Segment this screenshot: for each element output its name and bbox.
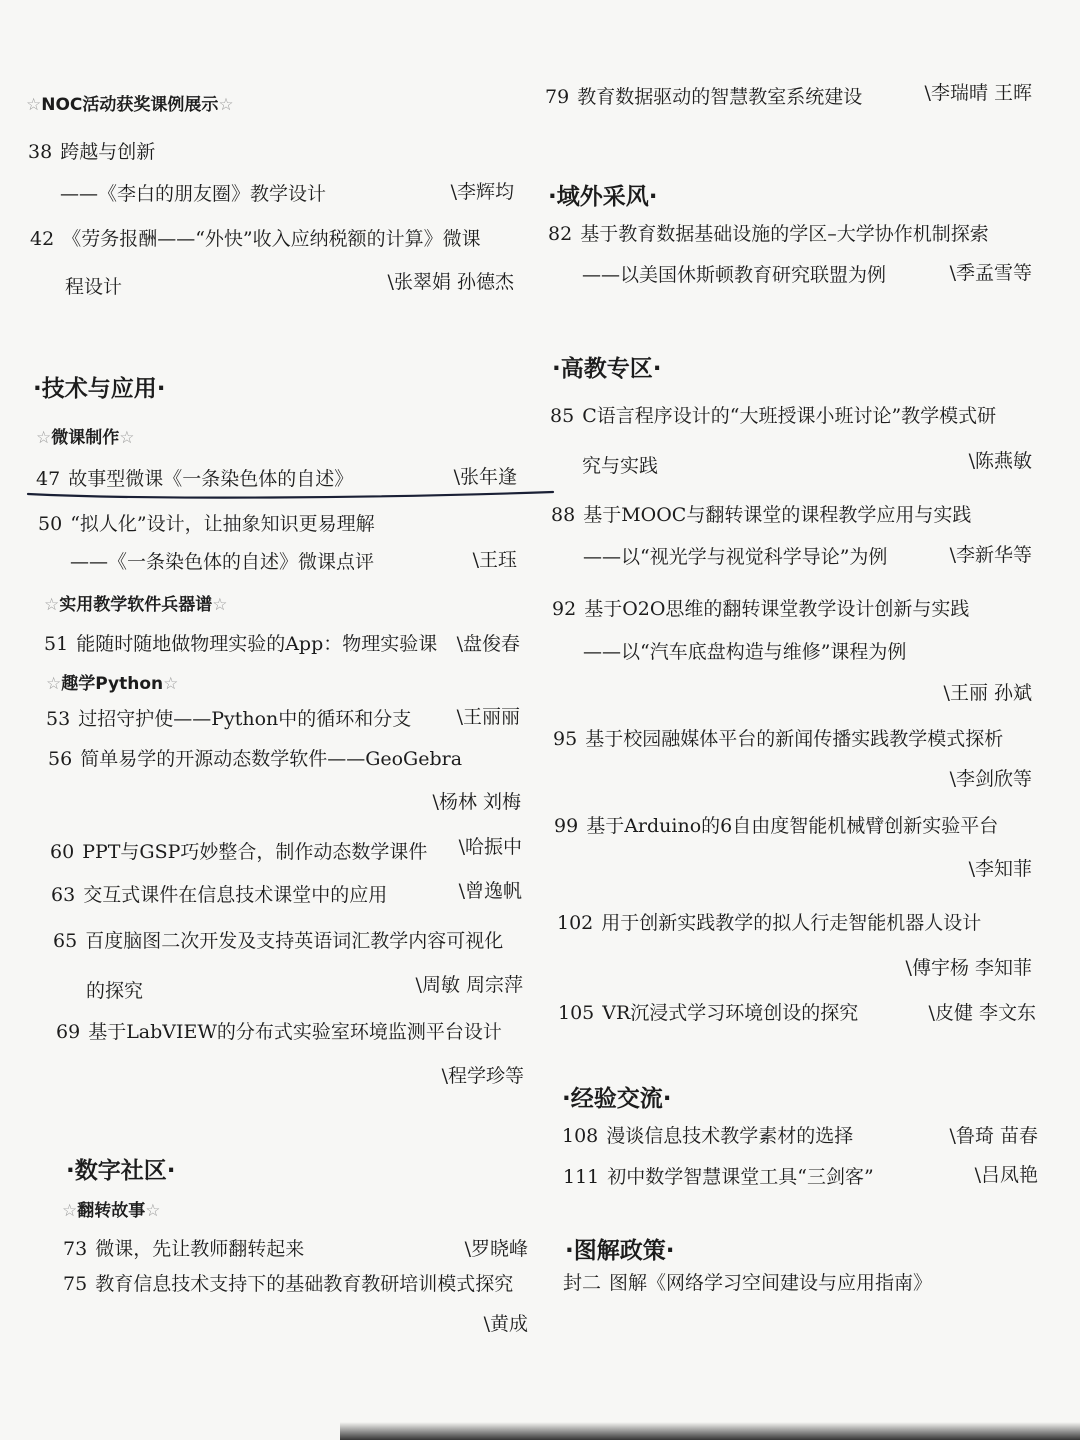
toc-entry-105-author: \皮健 李文东 [928,1002,1036,1024]
heading-experience-exchange: ·经验交流· [562,1086,672,1112]
toc-entry-60-author: \哈振中 [458,836,522,858]
toc-entry-69-author: \程学珍等 [441,1065,524,1087]
toc-entry-102: 102 用于创新实践教学的拟人行走智能机器人设计 [557,912,982,934]
toc-entry-65-line2: 的探究 [86,980,144,1002]
toc-entry-73-author: \罗晓峰 [464,1238,528,1260]
toc-entry-cover2: 封二 图解《网络学习空间建设与应用指南》 [563,1272,933,1294]
toc-entry-47: 47 故事型微课《一条染色体的自述》 [36,468,354,490]
toc-entry-50-subtitle: ——《一条染色体的自述》微课点评 [70,551,375,573]
heading-higher-education: ·高教专区· [552,356,662,382]
toc-entry-99-author: \李知菲 [968,858,1032,880]
section-flip-story: ☆翻转故事☆ [62,1201,161,1221]
toc-entry-85-line2: 究与实践 [582,455,659,477]
pen-stroke [28,492,553,498]
toc-entry-42-author: \张翠娟 孙德杰 [387,271,514,293]
toc-entry-75: 75 教育信息技术支持下的基础教育教研培训模式探究 [63,1273,514,1295]
toc-entry-95-author: \李剑欣等 [949,768,1032,790]
toc-entry-92-subtitle: ——以“汽车底盘构造与维修”课程为例 [583,641,907,663]
toc-entry-53-author: \王丽丽 [456,706,520,728]
toc-entry-92-author: \王丽 孙斌 [943,682,1032,704]
toc-entry-75-author: \黄成 [483,1313,528,1335]
toc-entry-42: 42 《劳务报酬——“外快”收入应纳税额的计算》微课 [30,228,481,250]
toc-entry-92: 92 基于O2O思维的翻转课堂教学设计创新与实践 [552,598,970,620]
toc-entry-88-author: \李新华等 [949,544,1032,566]
toc-entry-88-subtitle: ——以“视光学与视觉科学导论”为例 [583,546,888,568]
heading-policy-illustrated: ·图解政策· [565,1238,675,1264]
toc-entry-111: 111 初中数学智慧课堂工具“三剑客” [563,1166,874,1188]
toc-entry-88: 88 基于MOOC与翻转课堂的课程教学应用与实践 [551,504,972,526]
heading-tech-application: ·技术与应用· [33,376,166,402]
section-software: ☆实用教学软件兵器谱☆ [44,595,228,615]
toc-entry-79-author: \李瑞晴 王晖 [924,82,1032,104]
toc-entry-79: 79 教育数据驱动的智慧教室系统建设 [545,86,863,108]
section-python: ☆趣学Python☆ [46,674,179,694]
toc-entry-42-line2: 程设计 [65,276,123,298]
toc-entry-85-author: \陈燕敏 [968,450,1032,472]
toc-entry-82-author: \季孟雪等 [949,262,1032,284]
toc-entry-69: 69 基于LabVIEW的分布式实验室环境监测平台设计 [56,1021,502,1043]
toc-entry-53: 53 过招守护使——Python中的循环和分支 [46,708,412,730]
toc-entry-51: 51 能随时随地做物理实验的App：物理实验课 [44,633,438,655]
toc-entry-108-author: \鲁琦 苗春 [949,1125,1038,1147]
toc-entry-65: 65 百度脑图二次开发及支持英语词汇教学内容可视化 [53,930,504,952]
toc-entry-51-author: \盘俊春 [456,633,520,655]
toc-entry-38: 38 跨越与创新 [28,141,156,163]
toc-entry-82-subtitle: ——以美国休斯顿教育研究联盟为例 [582,264,887,286]
toc-entry-56: 56 简单易学的开源动态数学软件——GeoGebra [48,748,463,770]
toc-entry-111-author: \吕凤艳 [974,1164,1038,1186]
toc-entry-38-author: \李辉均 [450,181,514,203]
heading-digital-community: ·数字社区· [66,1158,176,1184]
toc-entry-38-subtitle: ——《李白的朋友圈》教学设计 [60,183,327,205]
toc-entry-102-author: \傅宇杨 李知菲 [905,957,1032,979]
toc-entry-65-author: \周敏 周宗萍 [415,974,523,996]
section-weike: ☆微课制作☆ [36,428,135,448]
toc-entry-105: 105 VR沉浸式学习环境创设的探究 [558,1002,859,1024]
toc-entry-95: 95 基于校园融媒体平台的新闻传播实践教学模式探析 [553,728,1004,750]
toc-entry-56-author: \杨林 刘梅 [432,791,521,813]
toc-entry-82: 82 基于教育数据基础设施的学区–大学协作机制探索 [548,223,989,245]
toc-entry-47-author: \张年逢 [453,466,517,488]
toc-entry-85: 85 C语言程序设计的“大班授课小班讨论”教学模式研 [550,405,997,427]
page-edge-shadow [340,1422,1080,1440]
toc-entry-73: 73 微课，先让教师翻转起来 [63,1238,305,1260]
heading-abroad: ·域外采风· [548,184,658,210]
toc-entry-63: 63 交互式课件在信息技术课堂中的应用 [51,884,388,906]
toc-entry-63-author: \曾逸帆 [458,880,522,902]
toc-entry-60: 60 PPT与GSP巧妙整合，制作动态数学课件 [50,841,428,863]
toc-entry-99: 99 基于Arduino的6自由度智能机械臂创新实验平台 [554,815,999,837]
toc-entry-108: 108 漫谈信息技术教学素材的选择 [562,1125,854,1147]
section-noc: ☆NOC活动获奖课例展示☆ [26,95,234,115]
toc-entry-50-author: \王珏 [472,549,517,571]
toc-entry-50: 50 “拟人化”设计，让抽象知识更易理解 [38,513,375,535]
